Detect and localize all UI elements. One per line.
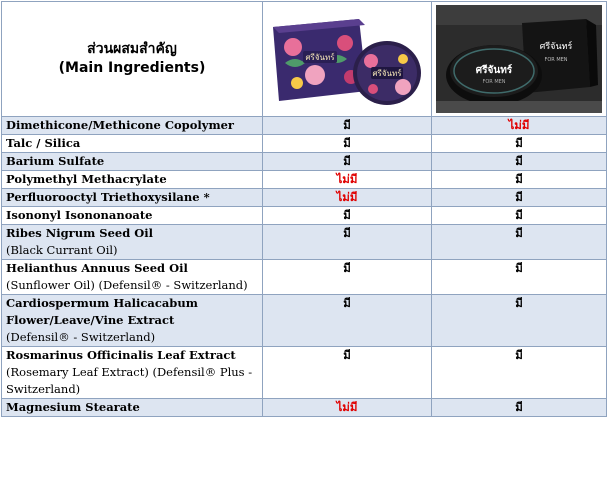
product-a-value: มี xyxy=(263,295,432,347)
table-row xyxy=(2,207,607,225)
product-b-value: มี xyxy=(432,225,607,260)
table-header-row xyxy=(2,2,607,117)
ingredient-name: Magnesium Stearate xyxy=(6,400,140,414)
men-powder-product-image xyxy=(436,5,602,113)
ingredient-name: Barium Sulfate xyxy=(6,154,105,168)
product-b-compact-label: FOR MEN xyxy=(482,79,506,85)
floral-powder-product-image xyxy=(267,5,427,113)
product-b-value: มี xyxy=(432,207,607,225)
product-b-image-cell xyxy=(432,2,607,117)
table-title-cell xyxy=(2,2,263,117)
product-a-image-cell xyxy=(263,2,432,117)
ingredient-name: Talc / Silica xyxy=(6,136,81,150)
ingredient-cell xyxy=(2,135,263,153)
ingredient-cell xyxy=(2,399,263,417)
product-b-value: มี xyxy=(432,153,607,171)
product-a-value: ไม่มี xyxy=(263,399,432,417)
ingredient-cell xyxy=(2,207,263,225)
product-b-compact-brand: ศรีจันทร์ xyxy=(475,65,513,76)
ingredient-cell xyxy=(2,225,263,260)
ingredient-name: Rosmarinus Officinalis Leaf Extract xyxy=(6,348,236,362)
ingredient-subtitle: (Rosemary Leaf Extract) (Defensil® Plus - Switzerland) xyxy=(6,365,253,396)
ingredient-name: Dimethicone/Methicone Copolymer xyxy=(6,118,234,132)
table-row xyxy=(2,295,607,347)
ingredients-comparison-table xyxy=(1,1,607,417)
ingredient-cell xyxy=(2,117,263,135)
ingredient-cell xyxy=(2,189,263,207)
ingredient-name: Ribes Nigrum Seed Oil xyxy=(6,226,154,240)
product-b-value: มี xyxy=(432,347,607,399)
ingredient-subtitle: (Sunflower Oil) (Defensil® - Switzerland) xyxy=(6,278,248,292)
product-b-value: มี xyxy=(432,260,607,295)
product-b-value: มี xyxy=(432,295,607,347)
ingredient-name: Perfluorooctyl Triethoxysilane * xyxy=(6,190,210,204)
product-b-value: มี xyxy=(432,171,607,189)
table-row xyxy=(2,399,607,417)
table-row xyxy=(2,260,607,295)
product-b-value: มี xyxy=(432,189,607,207)
ingredient-cell xyxy=(2,260,263,295)
product-b-value: มี xyxy=(432,399,607,417)
product-b-box-label: FOR MEN xyxy=(544,57,568,63)
product-a-value: มี xyxy=(263,207,432,225)
ingredient-cell xyxy=(2,295,263,347)
ingredient-cell xyxy=(2,171,263,189)
ingredient-subtitle: (Black Currant Oil) xyxy=(6,243,118,257)
table-row xyxy=(2,153,607,171)
table-row xyxy=(2,135,607,153)
product-a-value: มี xyxy=(263,135,432,153)
ingredient-cell xyxy=(2,153,263,171)
ingredient-name: Cardiospermum Halicacabum Flower/Leave/Vine Extract xyxy=(6,296,198,327)
product-a-value: ไม่มี xyxy=(263,189,432,207)
product-b-value: มี xyxy=(432,135,607,153)
product-a-value: มี xyxy=(263,260,432,295)
table-row xyxy=(2,171,607,189)
table-row xyxy=(2,347,607,399)
title-english: (Main Ingredients) xyxy=(58,60,206,76)
ingredient-subtitle: (Defensil® - Switzerland) xyxy=(6,330,156,344)
table-row xyxy=(2,189,607,207)
product-a-compact-brand: ศรีจันทร์ xyxy=(372,69,402,78)
table-row xyxy=(2,225,607,260)
ingredient-name: Helianthus Annuus Seed Oil xyxy=(6,261,188,275)
product-b-box-brand: ศรีจันทร์ xyxy=(539,42,573,52)
product-a-value: ไม่มี xyxy=(263,171,432,189)
product-a-brand: ศรีจันทร์ xyxy=(305,53,335,62)
product-a-value: มี xyxy=(263,117,432,135)
ingredient-cell xyxy=(2,347,263,399)
product-b-value: ไม่มี xyxy=(432,117,607,135)
product-a-value: มี xyxy=(263,225,432,260)
ingredient-name: Isononyl Isononanoate xyxy=(6,208,153,222)
table-row xyxy=(2,117,607,135)
product-a-value: มี xyxy=(263,153,432,171)
product-a-value: มี xyxy=(263,347,432,399)
ingredient-name: Polymethyl Methacrylate xyxy=(6,172,167,186)
title-thai: ส่วนผสมสำคัญ xyxy=(87,41,177,57)
